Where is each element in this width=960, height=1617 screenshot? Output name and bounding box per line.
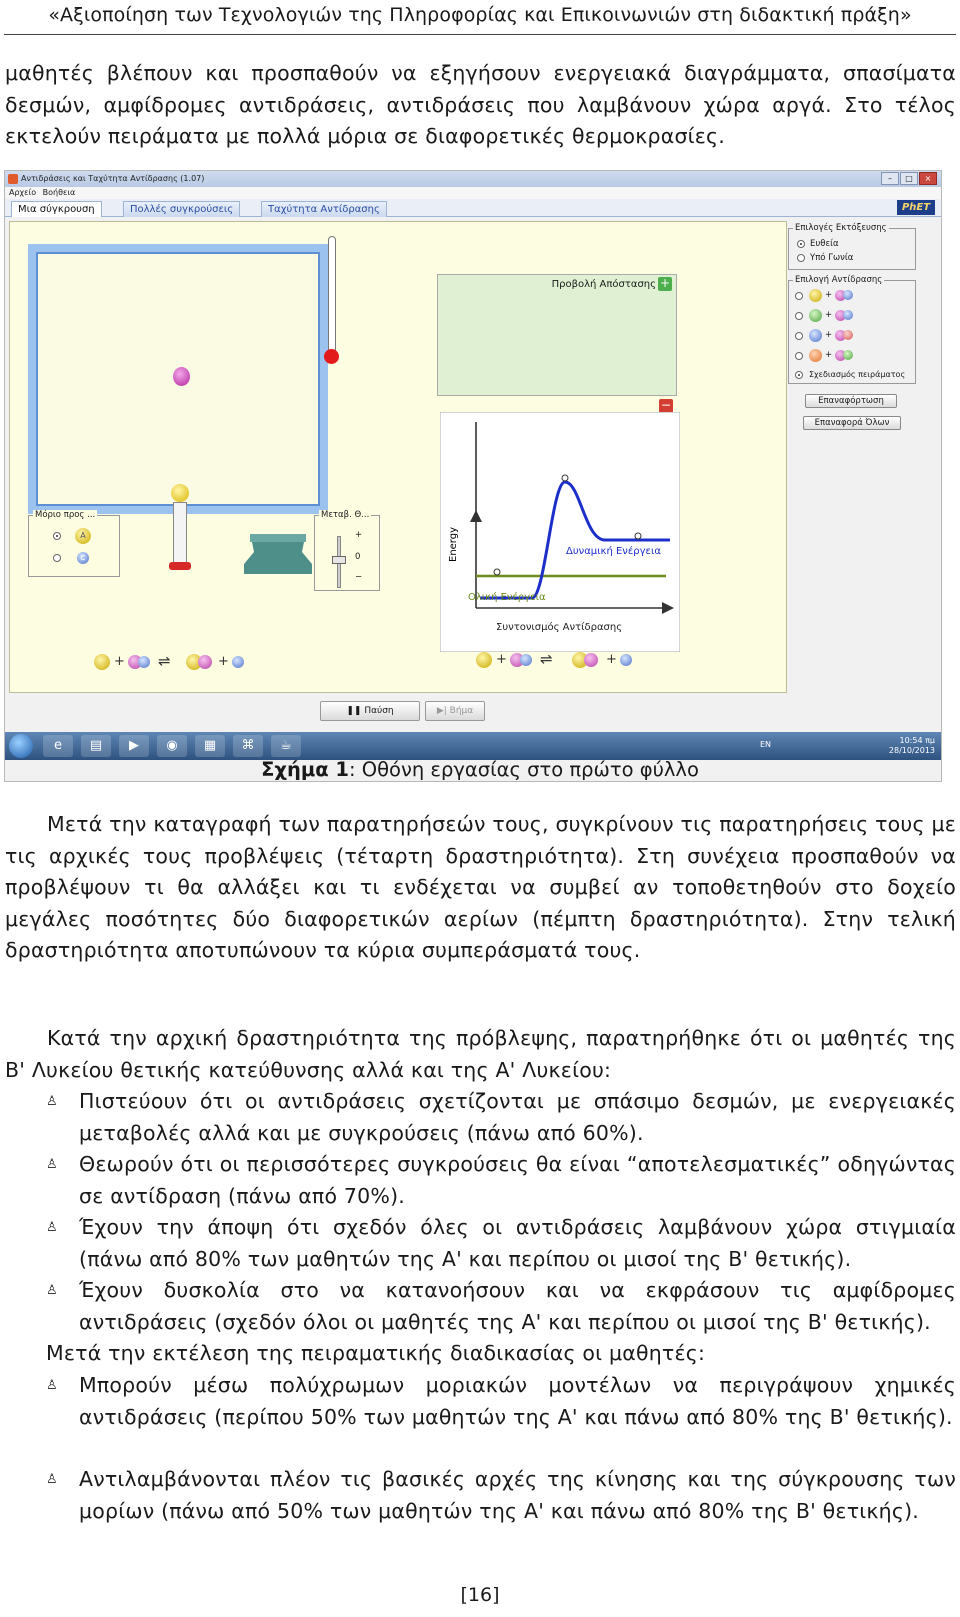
step-button[interactable]: ▶| Βήμα	[425, 701, 485, 721]
energy-axis-label: Energy	[448, 526, 459, 562]
expand-distance-view-button[interactable]: +	[659, 276, 671, 290]
window-titlebar	[5, 171, 941, 187]
temperature-slider-knob[interactable]	[332, 556, 346, 564]
pause-icon: ❚❚	[346, 706, 365, 716]
temperature-panel-label: Μεταβ. Θ...	[321, 510, 370, 520]
caption-label: Σχήμα 1	[261, 758, 349, 781]
menu-help[interactable]: Βοήθεια	[42, 188, 76, 197]
distance-view-panel	[437, 274, 677, 396]
paragraph-comparison: Μετά την καταγραφή των παρατηρήσεών τους, συγκρίνουν τις παρατηρήσεις τους με τις αρχικές τους προβλέψεις (τέταρτη δραστηριότητα). Στη συνέχεια προσπαθούν να προβλέψουν τι θα αλλάξει και τι ενδέχεται να συμβεί αν τοποθετηθούν στο δοχείο μεγάλες ποσότητες δύο διαφορετικών αερίων (πέμπτη δραστηριότητα). Στην τελική δραστηριότητα αποτυπώνουν τα κύρια συμπεράσματά τους.	[5, 812, 956, 962]
radio-reaction-2[interactable]	[795, 312, 803, 320]
collapse-energy-view-button[interactable]: −	[660, 398, 672, 412]
molecule-select-panel	[28, 510, 120, 577]
radio-molecule-c[interactable]	[53, 554, 61, 562]
thermometer-icon	[328, 236, 336, 356]
java-icon[interactable]: ☕	[271, 735, 301, 757]
launcher-plunger[interactable]	[169, 562, 191, 570]
clock[interactable]: 10:54 πμ 28/10/2013	[888, 736, 935, 755]
molecule-a-icon: A	[75, 528, 91, 544]
header-divider	[4, 34, 956, 35]
caption-text: : Οθόνη εργασίας στο πρώτο φύλλο	[348, 758, 699, 781]
language-indicator[interactable]: EN	[759, 740, 771, 749]
minimize-button[interactable]: –	[881, 172, 899, 185]
radio-molecule-a[interactable]	[53, 532, 61, 540]
tab-reaction-rate[interactable]: Ταχύτητα Αντίδρασης	[261, 201, 387, 217]
list-item: ♙ Αντιλαμβάνονται πλέον τις βασικές αρχές της κίνησης και της σύγκρουσης των μορίων (πάνω από 50% των μαθητών της Α' και πάνω από 80% της Β' θετικής).	[46, 1464, 956, 1527]
distance-view-label: Προβολή Απόστασης	[551, 279, 656, 290]
list-item: ♙ Πιστεύουν ότι οι αντιδράσεις σχετίζονται με σπάσιμο δεσμών, με ενεργειακές μεταβολές αλλά και με συγκρούσεις (πάνω από 60%).	[46, 1086, 956, 1149]
phet-logo: PhET	[897, 200, 935, 215]
intro-paragraph: μαθητές βλέπουν και προσπαθούν να εξηγήσουν ενεργειακά διαγράμματα, σπασίματα δεσμών, αμφίδρομες αντιδράσεις, αντιδράσεις που λαμβάνουν χώρα αργά. Στο τέλος εκτελούν πειράματα με πολλά μόρια σε διαφορετικές θερμοκρασίες.	[5, 61, 956, 148]
shooting-options-label: Επιλογές Εκτόξευσης	[795, 223, 887, 233]
shooting-options-panel	[788, 223, 916, 270]
page-header: «Αξιοποίηση των Τεχνολογιών της Πληροφορίας και Επικοινωνιών στη διδακτική πράξη»	[48, 4, 912, 26]
list-item: ♙ Έχουν δυσκολία στο να κατανοήσουν και να εκφράσουν τις αμφίδρομες αντιδράσεις (σχεδόν όλοι οι μαθητές της Α' και περίπου οι μισοί της Β' θετικής).	[46, 1275, 956, 1338]
radio-reaction-3[interactable]	[795, 332, 803, 340]
molecule-launcher[interactable]	[169, 484, 191, 576]
temperature-plus-label: +	[355, 530, 363, 540]
total-energy-label: Ολική Ενέργεια	[468, 592, 546, 603]
reaction-choice-panel: Επιλογή Αντίδρασης + + + + Σχεδιασμός πειράματος	[788, 280, 916, 384]
reaction-choice-label: Επιλογή Αντίδρασης	[795, 275, 883, 285]
bullet-icon: ♙	[46, 1283, 58, 1298]
launcher-molecule-a-icon	[171, 484, 189, 502]
simulation-area: Μόριο προς ... A C Μεταβ. Θ... + 0 − + ⇌ + Προβολή Απόστασης + − Energy Δυναμική Ενέργεια Ολική Ενέργεια Συντονισμός Αντίδρασης + ⇌ +	[9, 221, 787, 693]
firefox-icon[interactable]: ◉	[157, 735, 187, 757]
tab-bar	[5, 199, 941, 217]
tab-single-collision[interactable]: Μια σύγκρουση	[11, 201, 102, 217]
option-straight-label: Ευθεία	[810, 239, 839, 249]
media-icon[interactable]: ▶	[119, 735, 149, 757]
bullet-icon: ♙	[46, 1378, 58, 1393]
radio-design-experiment[interactable]	[795, 371, 803, 379]
bullet-icon: ♙	[46, 1220, 58, 1235]
window-title: Αντιδράσεις και Ταχύτητα Αντίδρασης (1.07)	[21, 174, 205, 183]
temperature-panel	[314, 510, 380, 591]
pause-button[interactable]: ❚❚ Παύση	[320, 701, 420, 721]
bullet-icon: ♙	[46, 1094, 58, 1109]
bullet-icon: ♙	[46, 1472, 58, 1487]
option-angled-label: Υπό Γωνία	[810, 253, 854, 263]
reaction-coordinate-label: Συντονισμός Αντίδρασης	[496, 622, 623, 633]
radio-reaction-1[interactable]	[795, 292, 803, 300]
design-experiment-label: Σχεδιασμός πειράματος	[809, 370, 906, 379]
radio-angled[interactable]	[797, 254, 805, 262]
explorer-icon[interactable]: ▦	[195, 735, 225, 757]
temperature-minus-label: −	[355, 572, 363, 582]
windows-taskbar	[5, 732, 941, 760]
potential-energy-label: Δυναμική Ενέργεια	[566, 546, 661, 557]
paragraph-prediction: Κατά την αρχική δραστηριότητα της πρόβλεψης, παρατηρήθηκε ότι οι μαθητές της Β' Λυκείου θετικής κατεύθυνσης αλλά και της Α' Λυκείου:	[5, 1026, 956, 1082]
energy-diagram	[440, 412, 680, 652]
radio-straight[interactable]	[797, 240, 805, 248]
paragraph-after-experiment: Μετά την εκτέλεση της πειραματικής διαδικασίας οι μαθητές:	[46, 1341, 706, 1365]
molecule-ab-icon[interactable]	[173, 367, 190, 386]
thermometer-bulb	[324, 349, 339, 364]
equation-molecule-a-icon	[94, 654, 110, 670]
tab-many-collisions[interactable]: Πολλές συγκρούσεις	[123, 201, 240, 217]
menu-file[interactable]: Αρχείο	[9, 188, 37, 197]
reset-all-button[interactable]: Επαναφορά Όλων	[803, 416, 901, 430]
list-item: ♙ Θεωρούν ότι οι περισσότερες συγκρούσεις θα είναι “αποτελεσματικές” οδηγώντας σε αντίδραση (πάνω από 70%).	[46, 1149, 956, 1212]
list-item: ♙ Έχουν την άποψη ότι σχεδόν όλες οι αντιδράσεις λαμβάνουν χώρα στιγμιαία (πάνω από 80% των μαθητών της Α' και περίπου οι μισοί της Β' θετικής).	[46, 1212, 956, 1275]
temperature-zero-label: 0	[355, 552, 361, 562]
menu-bar	[5, 187, 941, 199]
windows-start-icon[interactable]	[9, 734, 33, 758]
pdf-icon[interactable]: ⌘	[233, 735, 263, 757]
app-icon	[8, 174, 18, 184]
step-icon: ▶|	[436, 706, 450, 716]
ie-icon[interactable]: e	[43, 735, 73, 757]
radio-reaction-4[interactable]	[795, 352, 803, 360]
close-button[interactable]: ×	[919, 172, 937, 185]
list-item: ♙ Μπορούν μέσω πολύχρωμων μοριακών μοντέλων να περιγράψουν χημικές αντιδράσεις (περίπου 50% των μαθητών της Α' και πάνω από 80% της Β' θετικής).	[46, 1370, 956, 1433]
folder-icon[interactable]: ▤	[81, 735, 111, 757]
molecule-panel-label: Μόριο προς ...	[35, 510, 96, 520]
bullet-icon: ♙	[46, 1157, 58, 1172]
page-number: [16]	[460, 1584, 500, 1606]
reload-button[interactable]: Επαναφόρτωση	[805, 394, 897, 408]
simulation-screenshot	[4, 170, 942, 782]
maximize-button[interactable]: □	[900, 172, 918, 185]
figure-caption	[0, 758, 960, 781]
molecule-c-icon: C	[77, 552, 89, 564]
energy-barrier-icon	[242, 534, 314, 576]
